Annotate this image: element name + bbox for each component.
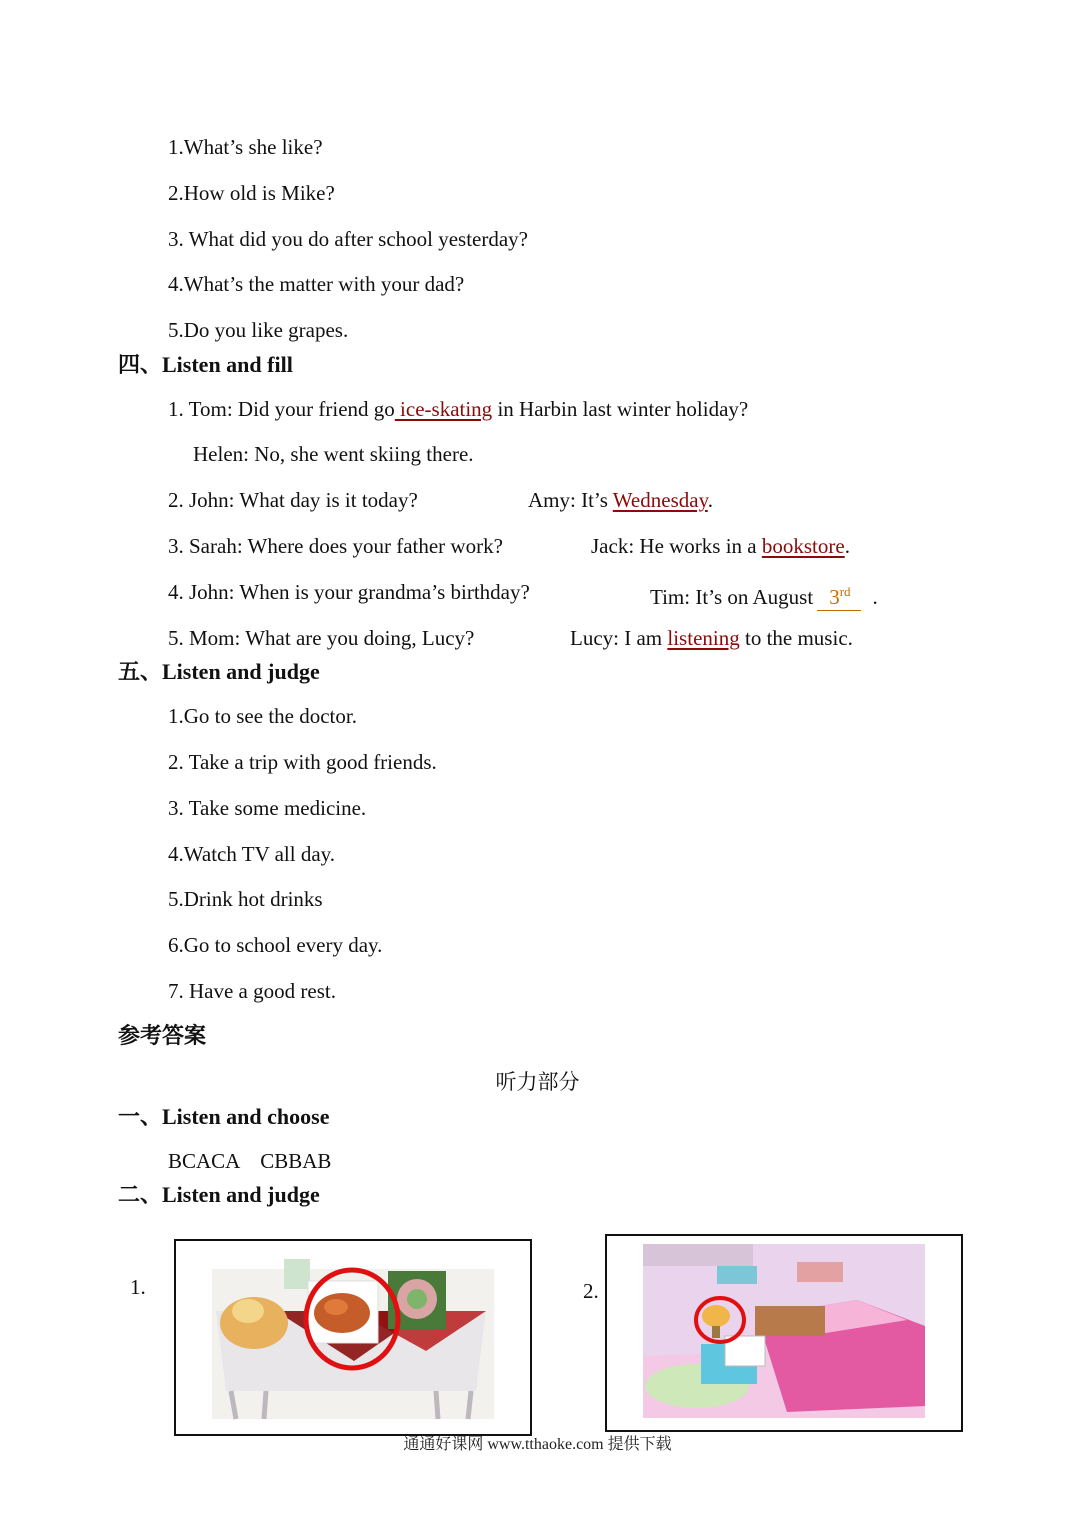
fill-answer-2: Wednesday — [612, 488, 708, 512]
judge-item-6: 6.Go to school every day. — [168, 933, 383, 957]
picture-2-label: 2. — [583, 1279, 599, 1303]
section3-item-5: 5.Do you like grapes. — [168, 318, 349, 342]
listen-choose-heading: 一、Listen and choose — [118, 1104, 330, 1129]
picture-1-frame — [174, 1239, 532, 1436]
judge-item-2: 2. Take a trip with good friends. — [168, 750, 437, 774]
fill-answer-3: bookstore — [761, 534, 845, 558]
fill-reply-1: Helen: No, she went skiing there. — [193, 442, 474, 466]
page-footer: 通通好课网 www.tthaoke.com 提供下载 — [403, 1436, 672, 1453]
section4-heading: 四、Listen and fill — [118, 352, 293, 377]
section3-item-3: 3. What did you do after school yesterday? — [168, 227, 529, 251]
fill-reply-5: Lucy: I am listening to the music. — [570, 626, 853, 650]
fill-answer-5: listening — [667, 626, 740, 650]
listen-judge-heading: 二、Listen and judge — [118, 1182, 320, 1207]
dinner-table-image — [176, 1241, 530, 1434]
section3-item-4: 4.What’s the matter with your dad? — [168, 272, 465, 296]
fill-answer-1: ice-skating — [394, 397, 493, 421]
section3-item-2: 2.How old is Mike? — [168, 181, 335, 205]
judge-item-1: 1.Go to see the doctor. — [168, 704, 357, 728]
fill-reply-3: Jack: He works in a bookstore. — [591, 534, 850, 558]
judge-item-3: 3. Take some medicine. — [168, 796, 367, 820]
fill-reply-2: Amy: It’s Wednesday. — [528, 488, 713, 512]
fill-question-3: 3. Sarah: Where does your father work? — [168, 534, 503, 558]
judge-item-7: 7. Have a good rest. — [168, 979, 336, 1003]
section5-heading: 五、Listen and judge — [118, 659, 320, 684]
listen-choose-answers: BCACA CBBAB — [168, 1149, 332, 1173]
judge-item-5: 5.Drink hot drinks — [168, 887, 323, 911]
fill-question-1: 1. Tom: Did your friend go ice-skating in Harbin last winter holiday? — [168, 397, 749, 421]
picture-1-label: 1. — [130, 1275, 146, 1299]
bedroom-image — [607, 1236, 961, 1430]
picture-2-frame — [605, 1234, 963, 1432]
fill-question-4: 4. John: When is your grandma’s birthday? — [168, 580, 530, 604]
fill-question-5: 5. Mom: What are you doing, Lucy? — [168, 626, 475, 650]
fill-reply-4: Tim: It’s on August 3rd . — [650, 579, 878, 611]
listening-part-title: 听力部分 — [495, 1070, 580, 1094]
judge-item-4: 4.Watch TV all day. — [168, 842, 336, 866]
answer-key-heading: 参考答案 — [118, 1023, 207, 1048]
section3-item-1: 1.What’s she like? — [168, 135, 323, 159]
fill-answer-4: 3rd — [817, 579, 860, 611]
fill-question-2: 2. John: What day is it today? — [168, 488, 418, 512]
